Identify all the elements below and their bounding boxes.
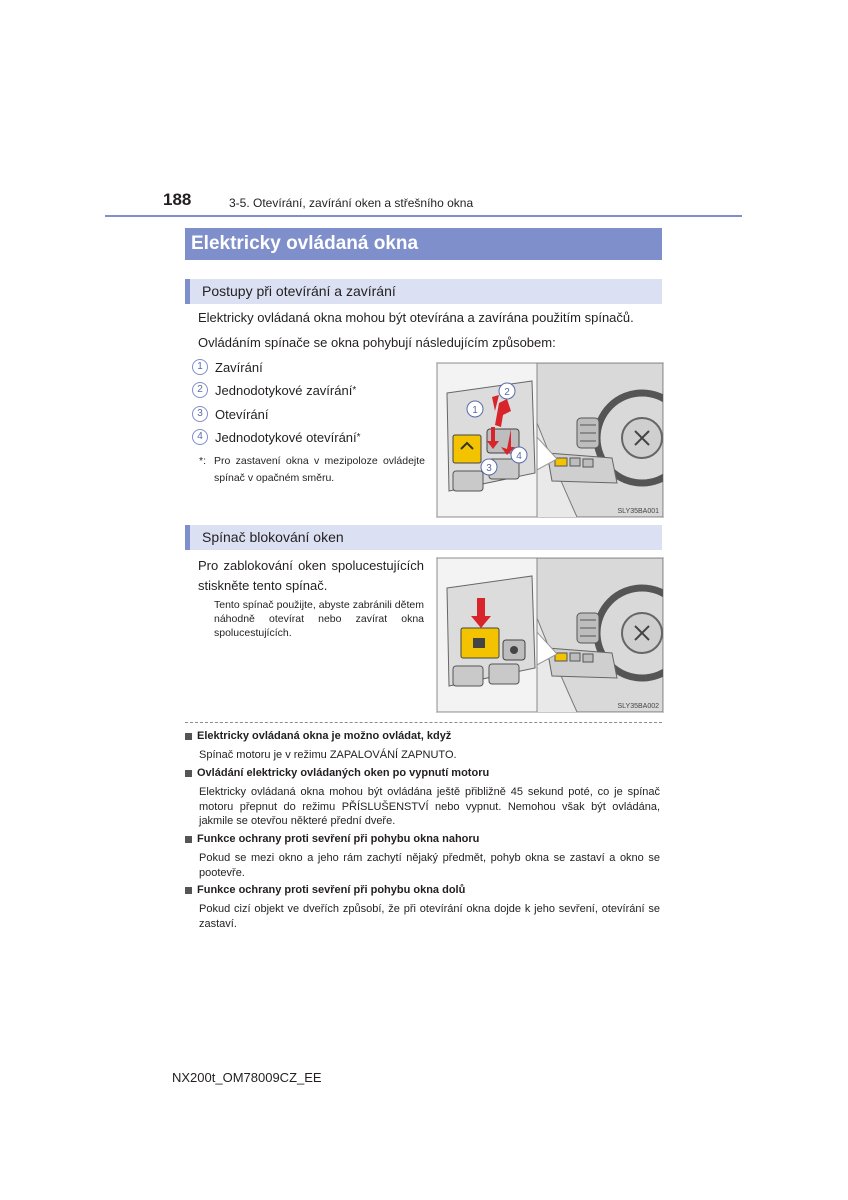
svg-text:2: 2 (504, 387, 510, 398)
lock-switch-illustration (437, 558, 663, 712)
note-body: Elektricky ovládaná okna mohou být ovládána ještě přibližně 45 sekund poté, co je spínač motoru přepnut do režimu PŘÍSLUŠENSTVÍ nebo vypnut. Nemohou však být ovládána, jakmile se otevřou některé přední dveře. (199, 786, 660, 827)
section-title: Elektricky ovládaná okna (185, 228, 662, 260)
window-switch-figure (436, 362, 664, 518)
svg-text:1: 1 (472, 405, 478, 416)
footnote (199, 453, 425, 487)
step-item-opening (192, 405, 268, 423)
note-heading: Ovládání elektricky ovládaných oken po vypnutí motoru (185, 767, 489, 779)
figure-id: SLY35BA002 (617, 703, 659, 710)
bullet-square-icon (185, 836, 192, 843)
step-star: * (356, 431, 361, 443)
step-item-closing (192, 358, 263, 376)
step-number: 3 (192, 406, 208, 422)
step-number: 2 (192, 382, 208, 398)
step-label: Jednodotykové zavírání (215, 382, 353, 398)
step-label: Jednodotykové otevírání (215, 429, 357, 445)
lock-note: Tento spínač použijte, abyste zabránili dětem náhodně otevírat nebo zavírat okna spolucestujících. (214, 599, 424, 639)
note-heading: Funkce ochrany proti sevření při pohybu okna dolů (185, 884, 465, 896)
footer-code: NX200t_OM78009CZ_EE (172, 1070, 322, 1085)
note-body: Pokud se mezi okno a jeho rám zachytí nějaký předmět, pohyb okna se zastaví a okno se pootevře. (199, 852, 660, 879)
step-label: Zavírání (215, 359, 263, 375)
svg-text:4: 4 (516, 451, 522, 462)
step-item-one-touch-closing (192, 381, 356, 399)
lock-paragraph: Pro zablokování oken spolucestujících stiskněte tento spínač. (198, 558, 424, 593)
window-switch-illustration (437, 363, 663, 517)
lock-switch-figure (436, 557, 664, 713)
bullet-square-icon (185, 887, 192, 894)
figure-id: SLY35BA001 (617, 508, 659, 515)
note-heading: Funkce ochrany proti sevření při pohybu okna nahoru (185, 833, 479, 845)
footnote-mark: *: (199, 455, 207, 467)
note-body: Spínač motoru je v režimu ZAPALOVÁNÍ ZAPNUTO. (199, 749, 457, 761)
note-body: Pokud cizí objekt ve dveřích způsobí, že při otevírání okna dojde k jeho sevření, otevírání se zastaví. (199, 903, 660, 930)
page-number: 188 (163, 190, 192, 209)
step-star: * (352, 384, 357, 396)
subsection-title-lock: Spínač blokování oken (185, 525, 662, 550)
chapter-title: 3-5. Otevírání, zavírání oken a střešního okna (229, 196, 474, 210)
subsection-title-operation: Postupy při otevírání a zavírání (185, 279, 662, 304)
svg-text:3: 3 (486, 463, 492, 474)
step-item-one-touch-opening (192, 428, 361, 446)
step-number: 1 (192, 359, 208, 375)
header-rule (105, 215, 742, 217)
footnote-text: Pro zastavení okna v mezipoloze ovládejte spínač v opačném směru. (214, 455, 425, 484)
step-number: 4 (192, 429, 208, 445)
bullet-square-icon (185, 733, 192, 740)
notes-divider (185, 722, 662, 723)
intro-paragraph: Elektricky ovládaná okna mohou být otevírána a zavírána použitím spínačů. (198, 310, 634, 325)
note-heading: Elektricky ovládaná okna je možno ovládat, když (185, 730, 451, 742)
step-label: Otevírání (215, 406, 269, 422)
intro-paragraph-2: Ovládáním spínače se okna pohybují následujícím způsobem: (198, 335, 556, 350)
bullet-square-icon (185, 770, 192, 777)
